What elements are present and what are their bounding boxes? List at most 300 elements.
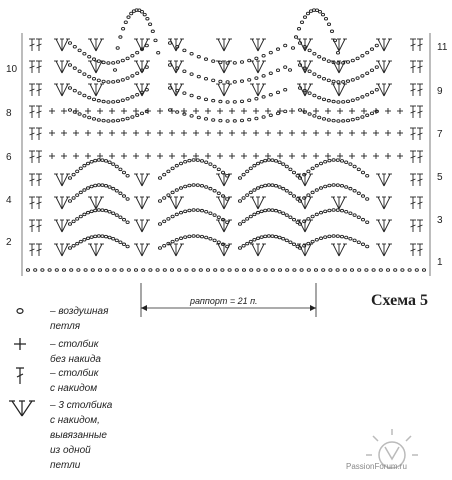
chain-stitch xyxy=(62,269,65,272)
chain-stitch xyxy=(90,210,93,213)
chain-stitch xyxy=(101,235,104,238)
chain-stitch xyxy=(284,110,287,113)
chain-stitch xyxy=(192,209,195,212)
chain-stitch xyxy=(86,162,89,165)
chain-stitch xyxy=(146,17,149,20)
chain-stitch xyxy=(324,160,327,163)
chain-stitch xyxy=(168,42,171,45)
three-dc-cluster xyxy=(134,39,150,51)
double-crochet xyxy=(417,151,423,163)
single-crochet xyxy=(385,153,391,159)
chain-stitch xyxy=(246,242,249,245)
chain-stitch xyxy=(293,269,296,272)
chain-stitch xyxy=(340,160,343,163)
chain-stitch xyxy=(175,213,178,216)
chain-stitch xyxy=(233,81,236,84)
chain-stitch xyxy=(131,96,134,99)
chain-stitch xyxy=(246,194,249,197)
chain-stitch xyxy=(167,194,170,197)
chain-stitch xyxy=(112,120,115,123)
chain-stitch xyxy=(264,209,267,212)
chain-stitch xyxy=(104,209,107,212)
chain-stitch xyxy=(108,210,111,213)
double-crochet xyxy=(417,39,423,51)
chain-stitch xyxy=(94,184,97,187)
double-crochet xyxy=(29,61,35,73)
chain-stitch xyxy=(179,187,182,190)
chain-stitch xyxy=(307,269,310,272)
single-crochet xyxy=(385,108,391,114)
chain-stitch xyxy=(350,269,353,272)
single-crochet xyxy=(253,153,259,159)
chain-stitch xyxy=(233,62,236,65)
chain-stitch xyxy=(308,92,311,95)
double-crochet xyxy=(410,106,416,118)
chain-stitch xyxy=(200,184,203,187)
double-crochet xyxy=(417,128,423,140)
double-crochet xyxy=(29,151,35,163)
three-dc-cluster xyxy=(250,84,266,96)
chain-stitch xyxy=(86,237,89,240)
chain-stitch xyxy=(379,269,382,272)
single-crochet xyxy=(49,108,55,114)
chain-stitch xyxy=(142,269,145,272)
chain-stitch xyxy=(260,185,263,188)
chain-stitch xyxy=(226,81,229,84)
chain-stitch xyxy=(324,236,327,239)
chain-stitch xyxy=(361,116,364,119)
chain-stitch xyxy=(356,97,359,100)
single-crochet xyxy=(241,153,247,159)
chain-stitch xyxy=(209,163,212,166)
chain-stitch xyxy=(346,119,349,122)
chain-stitch xyxy=(285,214,288,217)
single-crochet xyxy=(73,130,79,136)
double-crochet xyxy=(29,39,35,51)
chain-stitch xyxy=(116,47,119,50)
chain-stitch xyxy=(171,240,174,243)
chain-stitch xyxy=(345,186,348,189)
chain-stitch xyxy=(346,80,349,83)
chain-stitch xyxy=(375,66,378,69)
chain-stitch xyxy=(107,81,110,84)
chain-stitch xyxy=(108,161,111,164)
chain-stitch xyxy=(163,173,166,176)
chain-stitch xyxy=(349,187,352,190)
three-dc-cluster xyxy=(134,174,150,186)
chain-stitch xyxy=(271,184,274,187)
chain-stitch xyxy=(68,42,71,45)
chain-stitch xyxy=(342,101,345,104)
chain-stitch xyxy=(102,119,105,122)
double-crochet xyxy=(36,244,42,256)
chain-stitch xyxy=(205,236,208,239)
chain-stitch xyxy=(330,30,333,33)
chain-stitch xyxy=(112,81,115,84)
chain-stitch xyxy=(285,165,288,168)
double-crochet xyxy=(36,84,42,96)
chain-stitch xyxy=(176,111,179,114)
single-crochet xyxy=(265,130,271,136)
chain-stitch xyxy=(163,197,166,200)
chain-stitch xyxy=(361,243,364,246)
chain-stitch xyxy=(233,101,236,104)
chain-stitch xyxy=(328,184,331,187)
double-crochet xyxy=(36,39,42,51)
chain-stitch xyxy=(401,269,404,272)
chain-stitch xyxy=(213,165,216,168)
row-number-left: 10 xyxy=(6,64,18,75)
chain-stitch xyxy=(157,51,160,54)
chain-stitch xyxy=(168,109,171,112)
chain-stitch xyxy=(306,12,309,15)
chain-stitch xyxy=(319,187,322,190)
single-crochet xyxy=(265,108,271,114)
chain-stitch xyxy=(314,269,317,272)
chain-stitch xyxy=(328,235,331,238)
chain-stitch xyxy=(256,187,259,190)
chain-stitch xyxy=(167,170,170,173)
chain-stitch xyxy=(192,269,195,272)
chain-stitch xyxy=(143,13,146,16)
chain-stitch xyxy=(248,79,251,82)
chain-stitch xyxy=(415,269,418,272)
chain-stitch xyxy=(221,171,224,174)
row-number-left: 4 xyxy=(6,195,12,206)
chain-stitch xyxy=(84,269,87,272)
double-crochet xyxy=(29,244,35,256)
chain-stitch xyxy=(119,216,122,219)
chain-stitch xyxy=(324,185,327,188)
chain-stitch xyxy=(197,75,200,78)
single-crochet xyxy=(253,130,259,136)
chain-stitch xyxy=(366,221,369,224)
chain-stitch xyxy=(120,269,123,272)
chain-stitch xyxy=(285,239,288,242)
chain-stitch xyxy=(149,269,152,272)
double-crochet xyxy=(36,151,42,163)
chain-stitch xyxy=(336,51,339,54)
chain-stitch xyxy=(102,61,105,64)
chain-stitch xyxy=(98,269,101,272)
single-crochet xyxy=(373,153,379,159)
chain-stitch xyxy=(292,195,295,198)
three-dc-cluster xyxy=(88,197,104,209)
chain-stitch xyxy=(102,80,105,83)
single-crochet xyxy=(337,108,343,114)
chain-stitch xyxy=(179,237,182,240)
row-number-left: 8 xyxy=(6,108,12,119)
chain-stitch xyxy=(175,238,178,241)
chain-stitch xyxy=(361,75,364,78)
single-crochet xyxy=(313,153,319,159)
row-number-left: 6 xyxy=(6,152,12,163)
chain-stitch xyxy=(213,214,216,217)
single-crochet xyxy=(301,153,307,159)
single-crochet xyxy=(61,130,67,136)
single-crochet xyxy=(61,153,67,159)
chain-stitch xyxy=(288,69,291,72)
chain-stitch xyxy=(158,223,161,226)
chain-stitch xyxy=(340,235,343,238)
chain-stitch xyxy=(116,61,119,64)
single-crochet xyxy=(313,108,319,114)
chain-stitch xyxy=(131,75,134,78)
chain-stitch xyxy=(116,119,119,122)
chain-stitch xyxy=(242,269,245,272)
chain-stitch xyxy=(300,21,303,24)
chain-stitch xyxy=(267,184,270,187)
chain-stitch xyxy=(217,241,220,244)
chain-stitch xyxy=(68,200,71,203)
double-crochet xyxy=(36,128,42,140)
chain-stitch xyxy=(276,69,279,72)
single-crochet xyxy=(49,130,55,136)
chain-stitch xyxy=(274,209,277,212)
chain-stitch xyxy=(185,269,188,272)
chain-stitch xyxy=(253,213,256,216)
chain-stitch xyxy=(104,235,107,238)
chain-stitch xyxy=(183,113,186,116)
chain-stitch xyxy=(226,198,229,201)
single-crochet xyxy=(361,153,367,159)
chain-stitch xyxy=(94,235,97,238)
chain-stitch xyxy=(357,168,360,171)
single-crochet xyxy=(121,153,127,159)
single-crochet xyxy=(325,153,331,159)
chain-stitch xyxy=(349,163,352,166)
chain-stitch xyxy=(72,244,75,247)
double-crochet xyxy=(29,174,35,186)
single-crochet xyxy=(313,130,319,136)
single-crochet xyxy=(253,108,259,114)
chain-stitch xyxy=(171,191,174,194)
chain-stitch xyxy=(158,247,161,250)
chain-stitch xyxy=(356,117,359,120)
three-dc-cluster xyxy=(54,220,70,232)
chain-stitch xyxy=(76,194,79,197)
chain-stitch xyxy=(246,218,249,221)
chain-stitch xyxy=(83,164,86,167)
chain-stitch xyxy=(183,92,186,95)
three-dc-cluster xyxy=(134,84,150,96)
chain-stitch xyxy=(357,241,360,244)
chain-stitch xyxy=(327,23,330,26)
chain-stitch xyxy=(356,77,359,80)
chain-stitch xyxy=(322,118,325,121)
chain-stitch xyxy=(68,64,71,67)
three-dc-cluster xyxy=(88,244,104,256)
single-crochet xyxy=(109,108,115,114)
chain-stitch xyxy=(322,58,325,61)
double-crochet xyxy=(29,84,35,96)
chain-stitch xyxy=(318,75,321,78)
chain-stitch xyxy=(282,212,285,215)
chain-stitch xyxy=(178,269,181,272)
chain-stitch xyxy=(83,238,86,241)
chain-stitch xyxy=(284,88,287,91)
chain-stitch xyxy=(192,235,195,238)
chain-stitch xyxy=(115,214,118,217)
double-crochet xyxy=(417,220,423,232)
single-crochet xyxy=(301,130,307,136)
single-crochet xyxy=(133,108,139,114)
chain-stitch xyxy=(332,80,335,83)
chain-stitch xyxy=(204,58,207,61)
three-dc-cluster xyxy=(134,197,150,209)
single-crochet xyxy=(265,153,271,159)
three-dc-cluster xyxy=(54,84,70,96)
chain-stitch xyxy=(131,54,134,57)
chain-stitch xyxy=(108,236,111,239)
chain-stitch xyxy=(83,115,86,118)
chain-stitch xyxy=(205,161,208,164)
chain-stitch xyxy=(313,94,316,97)
three-dc-cluster xyxy=(54,174,70,186)
chain-stitch xyxy=(121,59,124,62)
chain-stitch xyxy=(255,117,258,120)
chain-stitch xyxy=(340,209,343,212)
double-crochet xyxy=(410,128,416,140)
three-dc-cluster xyxy=(54,39,70,51)
chain-stitch xyxy=(356,57,359,60)
chain-stitch xyxy=(184,160,187,163)
chain-stitch xyxy=(78,49,81,52)
double-crochet xyxy=(410,84,416,96)
chain-stitch xyxy=(300,269,303,272)
chain-stitch xyxy=(68,87,71,90)
chain-stitch xyxy=(253,164,256,167)
single-crochet xyxy=(85,130,91,136)
chain-stitch xyxy=(278,161,281,164)
three-dc-cluster xyxy=(216,84,232,96)
chain-stitch xyxy=(149,23,152,26)
chain-stitch xyxy=(121,79,124,82)
chain-stitch xyxy=(256,211,259,214)
chain-stitch xyxy=(308,49,311,52)
chain-stitch xyxy=(248,118,251,121)
chain-stitch xyxy=(228,269,231,272)
chain-stitch xyxy=(271,269,274,272)
three-dc-cluster xyxy=(168,244,184,256)
chain-stitch xyxy=(365,269,368,272)
chain-stitch xyxy=(183,49,186,52)
double-crochet xyxy=(410,244,416,256)
legend-text: – столбик с накидом xyxy=(50,368,99,394)
chain-stitch xyxy=(366,72,369,75)
three-dc-cluster xyxy=(134,244,150,256)
chain-stitch xyxy=(83,189,86,192)
chain-stitch xyxy=(372,269,375,272)
chain-stitch xyxy=(184,210,187,213)
chain-stitch xyxy=(83,213,86,216)
double-crochet xyxy=(417,244,423,256)
single-crochet xyxy=(397,108,403,114)
chain-stitch xyxy=(353,190,356,193)
chain-stitch xyxy=(171,167,174,170)
chain-stitch xyxy=(107,120,110,123)
single-crochet xyxy=(361,108,367,114)
chain-stitch xyxy=(204,118,207,121)
three-dc-cluster xyxy=(250,61,266,73)
chain-stitch xyxy=(345,161,348,164)
single-crochet xyxy=(229,108,235,114)
chain-stitch xyxy=(255,57,258,60)
chain-stitch xyxy=(278,236,281,239)
single-crochet xyxy=(61,108,67,114)
chain-stitch xyxy=(126,57,129,60)
chain-stitch xyxy=(238,223,241,226)
chain-stitch xyxy=(221,195,224,198)
chain-stitch xyxy=(332,159,335,162)
single-crochet xyxy=(97,108,103,114)
single-crochet xyxy=(337,153,343,159)
legend-text: – воздушная петля xyxy=(50,306,109,332)
chain-stitch xyxy=(217,192,220,195)
single-crochet xyxy=(181,130,187,136)
three-dc-cluster xyxy=(54,244,70,256)
chain-stitch xyxy=(115,239,118,242)
single-crochet xyxy=(289,153,295,159)
chain-stitch xyxy=(130,12,133,15)
chain-stitch xyxy=(197,96,200,99)
chain-stitch xyxy=(68,109,71,112)
chain-stitch xyxy=(262,116,265,119)
three-dc-cluster xyxy=(376,174,392,186)
chain-stitch xyxy=(101,184,104,187)
chain-stitch xyxy=(289,168,292,171)
chain-stitch xyxy=(92,98,95,101)
chain-stitch xyxy=(92,77,95,80)
chain-stitch xyxy=(213,239,216,242)
chain-stitch xyxy=(175,189,178,192)
double-crochet xyxy=(29,128,35,140)
chain-stitch xyxy=(199,269,202,272)
chain-stitch xyxy=(332,100,335,103)
chain-stitch xyxy=(375,44,378,47)
double-crochet xyxy=(36,61,42,73)
chain-stitch xyxy=(213,190,216,193)
chain-stitch xyxy=(126,221,129,224)
chain-stitch xyxy=(78,113,81,116)
chain-stitch xyxy=(68,223,71,226)
chain-stitch xyxy=(357,216,360,219)
chain-stitch xyxy=(226,174,229,177)
single-crochet xyxy=(325,130,331,136)
double-crochet xyxy=(410,39,416,51)
chain-stitch xyxy=(151,30,154,33)
chain-stitch xyxy=(212,99,215,102)
three-dc-cluster xyxy=(88,39,104,51)
chain-stitch xyxy=(264,235,267,238)
single-crochet xyxy=(241,108,247,114)
chain-stitch xyxy=(289,241,292,244)
three-dc-cluster xyxy=(216,197,232,209)
row-number-right: 11 xyxy=(437,42,448,53)
chain-stitch xyxy=(282,237,285,240)
single-crochet xyxy=(229,130,235,136)
chain-stitch xyxy=(408,269,411,272)
chain-stitch xyxy=(274,160,277,163)
single-crochet xyxy=(169,130,175,136)
chain-stitch xyxy=(168,64,171,67)
chain-stitch xyxy=(94,159,97,162)
double-crochet xyxy=(36,220,42,232)
chain-stitch xyxy=(116,80,119,83)
chain-stitch xyxy=(219,119,222,122)
chain-stitch xyxy=(370,69,373,72)
chain-stitch xyxy=(311,215,314,218)
